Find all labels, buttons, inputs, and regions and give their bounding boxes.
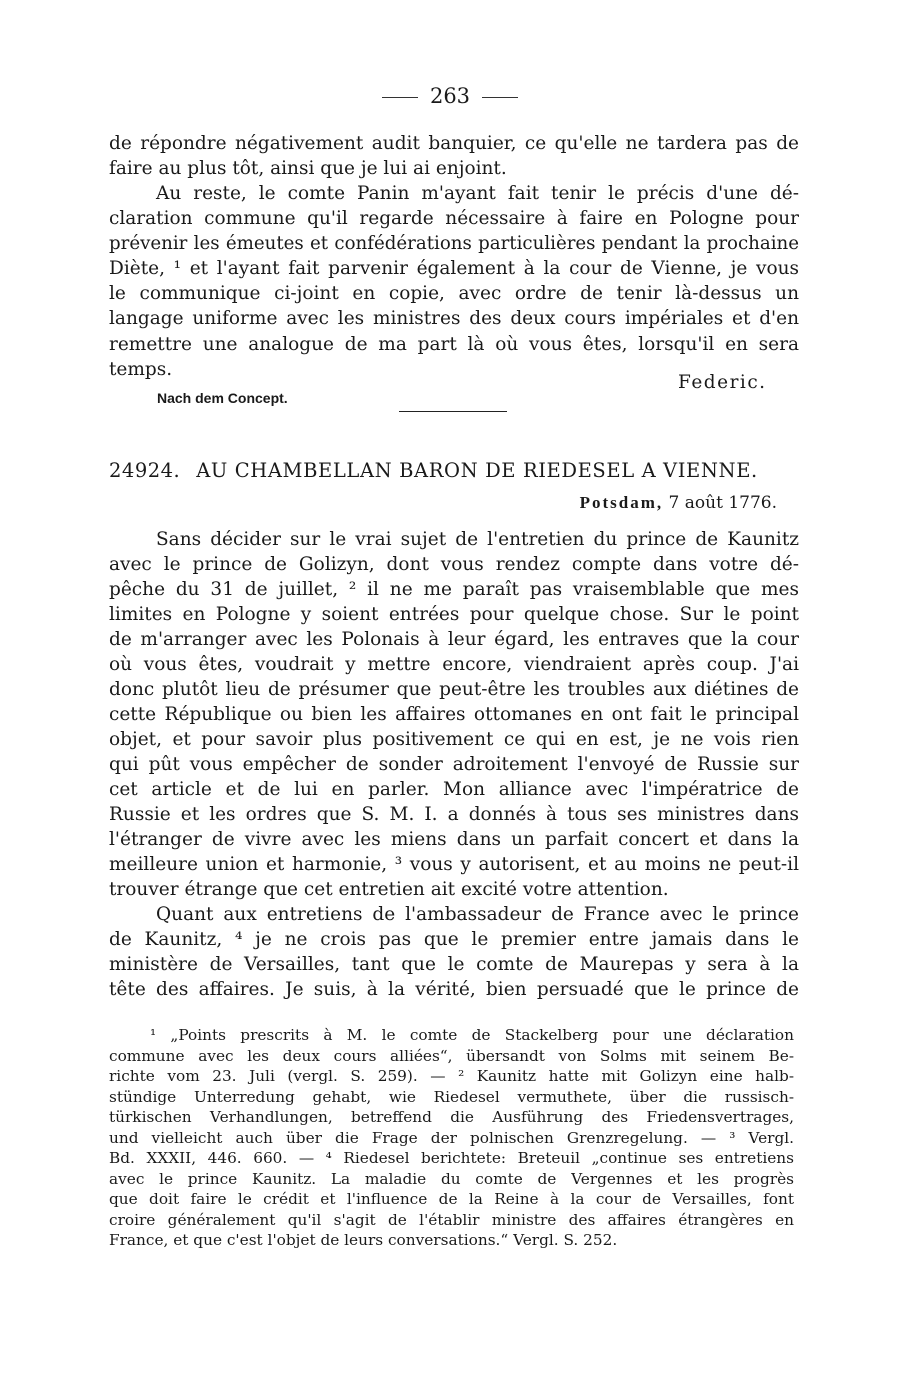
letter-number: 24924. (109, 459, 181, 482)
footnote-line: France, et que c'est l'objet de leurs conversations.“ Vergl. S. 252. (109, 1231, 618, 1249)
letter-heading (109, 457, 799, 485)
text-line: objet, et pour savoir plus positivement ce qui en est, je ne vois rien (109, 729, 799, 750)
signature: Federic. (678, 372, 767, 393)
text-line: Diète, ¹ et l'ayant fait parvenir également à la cour de Vienne, je vous (109, 258, 799, 279)
footnote-line: avec le prince Kaunitz. La maladie du comte de Vergennes et les progrès (109, 1170, 794, 1188)
text-line: cet article et de lui en parler. Mon alliance avec l'impératrice de (109, 779, 799, 800)
text-line: meilleure union et harmonie, ³ vous y autorisent, et au moins ne peut-il (109, 854, 799, 875)
text-line: pêche du 31 de juillet, ² il ne me paraît pas vraisemblable que mes (109, 579, 799, 600)
letter-dateline (580, 490, 777, 516)
footnote-line: richte vom 23. Juli (vergl. S. 259). — ² Kaunitz hatte mit Golizyn eine halb- (109, 1067, 794, 1085)
footnote-line: que doit faire le crédit et l'influence de la Reine à la cour de Versailles, font (109, 1190, 794, 1208)
footnote-line: stündige Unterredung gehabt, wie Riedesel vermuthete, über die russisch- (109, 1088, 794, 1106)
footnote-line: croire généralement qu'il s'agit de l'établir ministre des affaires étrangères en (109, 1211, 794, 1229)
text-line: trouver étrange que cet entretien ait excité votre attention. (109, 879, 669, 900)
text-line: de Kaunitz, ⁴ je ne crois pas que le premier entre jamais dans le (109, 929, 799, 950)
header-rule-right (482, 97, 518, 98)
text-line: Russie et les ordres que S. M. I. a donnés à tous ses ministres dans (109, 804, 799, 825)
text-line: cette République ou bien les affaires ottomanes en ont fait le principal (109, 704, 799, 725)
text-line: ministère de Versailles, tant que le comte de Maurepas y sera à la (109, 954, 799, 975)
text-line: remettre une analogue de ma part là où vous êtes, lorsqu'il en sera (109, 334, 799, 355)
source-note: Nach dem Concept. (157, 390, 288, 406)
text-line: Sans décider sur le vrai sujet de l'entretien du prince de Kaunitz (156, 529, 799, 550)
text-line: avec le prince de Golizyn, dont vous rendez compte dans votre dé- (109, 554, 799, 575)
letter-title: AU CHAMBELLAN BARON DE RIEDESEL A VIENNE. (196, 459, 758, 482)
footnote-line: und vielleicht auch über die Frage der polnischen Grenzregelung. — ³ Vergl. (109, 1129, 794, 1147)
text-line: langage uniforme avec les ministres des deux cours impériales et d'en (109, 308, 799, 329)
page-number (0, 84, 900, 108)
text-line: de répondre négativement audit banquier, ce qu'elle ne tardera pas de (109, 133, 799, 154)
text-line: tête des affaires. Je suis, à la vérité, bien persuadé que le prince de (109, 979, 799, 1000)
text-line: limites en Pologne y soient entrées pour quelque chose. Sur le point (109, 604, 799, 625)
letter-place: Potsdam, (579, 493, 664, 512)
page-number-text: 263 (429, 84, 471, 108)
text-line: l'étranger de vivre avec les miens dans un parfait concert et dans la (109, 829, 799, 850)
text-line: donc plutôt lieu de présumer que peut-être les troubles aux diétines de (109, 679, 799, 700)
text-line: Quant aux entretiens de l'ambassadeur de France avec le prince (156, 904, 799, 925)
text-line: de m'arranger avec les Polonais à leur égard, les entraves que la cour (109, 629, 799, 650)
text-line: faire au plus tôt, ainsi que je lui ai enjoint. (109, 158, 507, 179)
letter-date: 7 août 1776. (668, 493, 777, 513)
text-line: claration commune qu'il regarde nécessaire à faire en Pologne pour (109, 208, 799, 229)
text-line: temps. (109, 359, 173, 380)
footnote-line: ¹ „Points prescrits à M. le comte de Stackelberg pour une déclaration (150, 1026, 794, 1044)
section-divider (399, 411, 507, 412)
text-line: où vous êtes, voudrait y mettre encore, viendraient après coup. J'ai (109, 654, 799, 675)
footnote-line: commune avec les deux cours alliées“, übersandt von Solms mit seinem Be- (109, 1047, 794, 1065)
header-rule-left (382, 97, 418, 98)
text-line: prévenir les émeutes et confédérations particulières pendant la prochaine (109, 233, 799, 254)
text-line: le communique ci-joint en copie, avec ordre de tenir là-dessus un (109, 283, 799, 304)
text-line: qui pût vous empêcher de sonder adroitement l'envoyé de Russie sur (109, 754, 799, 775)
footnote-line: türkischen Verhandlungen, betreffend die Ausführung des Friedensvertrages, (109, 1108, 794, 1126)
footnote-line: Bd. XXXII, 446. 660. — ⁴ Riedesel berichtete: Breteuil „continue ses entretiens (109, 1149, 794, 1167)
text-line: Au reste, le comte Panin m'ayant fait tenir le précis d'une dé- (156, 183, 799, 204)
